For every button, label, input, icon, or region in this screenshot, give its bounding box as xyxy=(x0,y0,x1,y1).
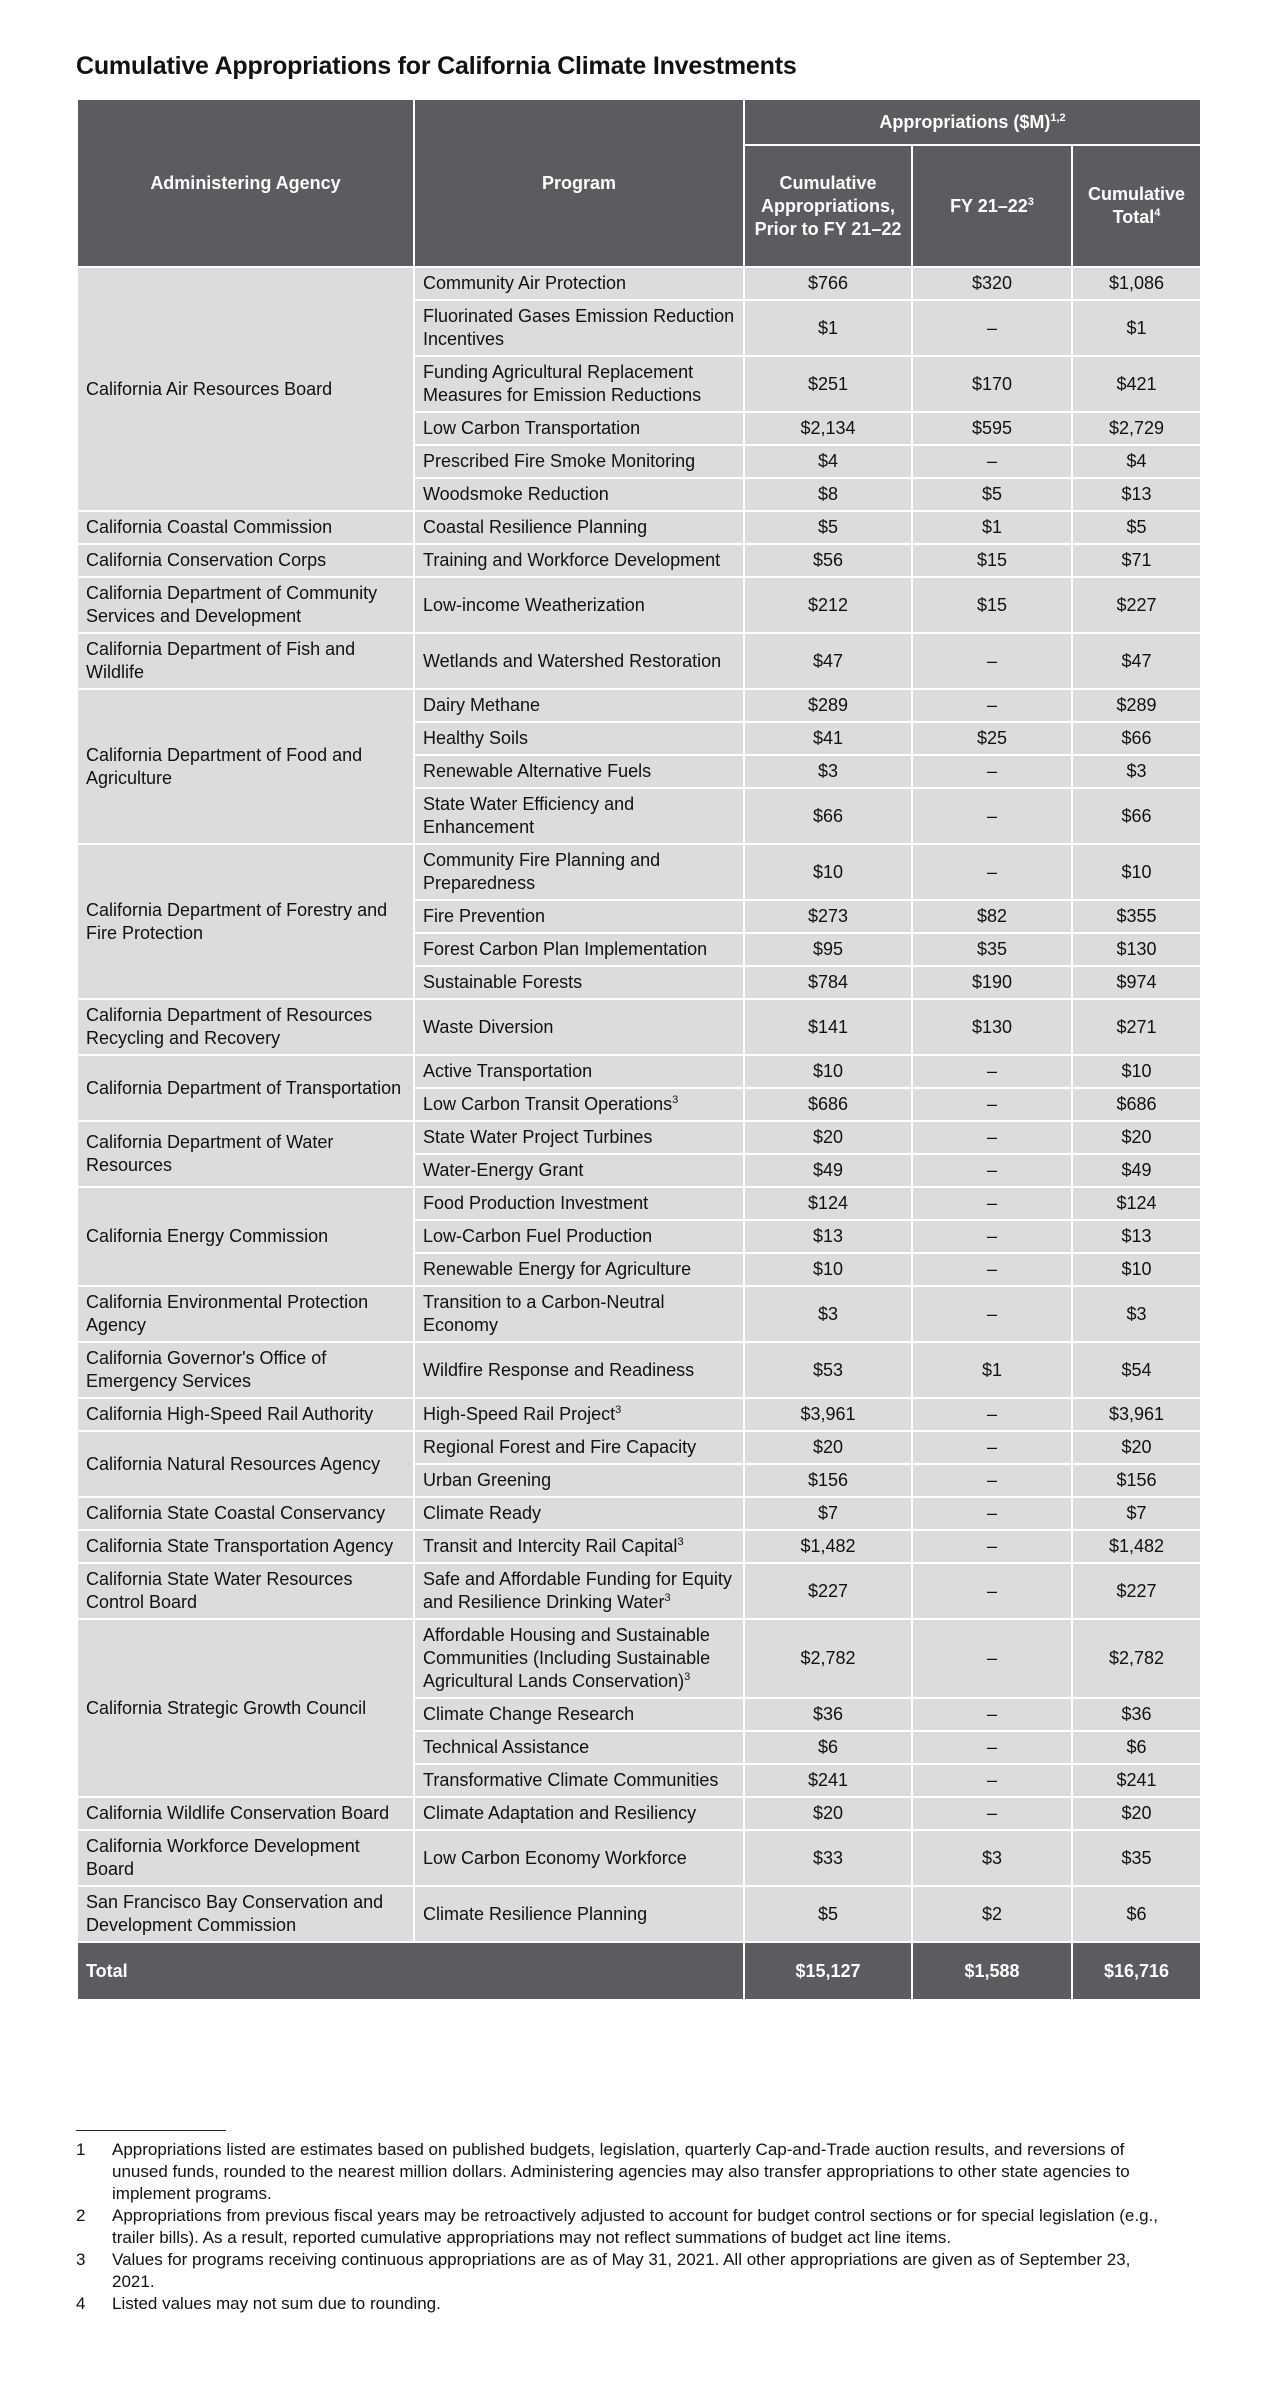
program-cell xyxy=(414,933,744,966)
fy-cell: – xyxy=(912,1698,1072,1731)
program-cell xyxy=(414,999,744,1055)
program-cell xyxy=(414,1154,744,1187)
cumulative-total-cell: $13 xyxy=(1072,478,1201,511)
prior-cell: $36 xyxy=(744,1698,912,1731)
program-name: Coastal Resilience Planning xyxy=(423,517,648,537)
fy-cell: $170 xyxy=(912,356,1072,412)
program-footnote-ref: 3 xyxy=(684,1671,691,1683)
agency-cell: California State Transportation Agency xyxy=(77,1530,414,1563)
cumulative-total-cell: $6 xyxy=(1072,1886,1201,1942)
program-cell xyxy=(414,577,744,633)
fy-cell: – xyxy=(912,1731,1072,1764)
program-cell xyxy=(414,1497,744,1530)
agency-cell: California Department of Transportation xyxy=(77,1055,414,1121)
header-group-label: Appropriations ($M) xyxy=(879,111,1051,132)
prior-cell: $289 xyxy=(744,689,912,722)
program-name: Climate Change Research xyxy=(423,1704,635,1724)
agency-cell: California State Water Resources Control Board xyxy=(77,1563,414,1619)
prior-cell: $66 xyxy=(744,788,912,844)
cumulative-total-cell: $3,961 xyxy=(1072,1398,1201,1431)
prior-cell: $251 xyxy=(744,356,912,412)
fy-cell: $15 xyxy=(912,544,1072,577)
cumulative-total-cell: $71 xyxy=(1072,544,1201,577)
program-cell xyxy=(414,1220,744,1253)
program-cell xyxy=(414,1731,744,1764)
header-cumulative-prior-line3: Prior to FY 21–22 xyxy=(754,218,902,239)
fy-cell: $82 xyxy=(912,900,1072,933)
cumulative-total-cell: $13 xyxy=(1072,1220,1201,1253)
program-cell xyxy=(414,1253,744,1286)
agency-cell: California Conservation Corps xyxy=(77,544,414,577)
program-name: Urban Greening xyxy=(423,1470,552,1490)
prior-cell: $6 xyxy=(744,1731,912,1764)
program-cell xyxy=(414,412,744,445)
program-name: Fire Prevention xyxy=(423,906,546,926)
program-cell xyxy=(414,1342,744,1398)
program-cell xyxy=(414,1619,744,1698)
program-cell xyxy=(414,356,744,412)
program-name: Renewable Alternative Fuels xyxy=(423,761,652,781)
cumulative-total-cell: $47 xyxy=(1072,633,1201,689)
program-cell xyxy=(414,1698,744,1731)
table-row xyxy=(77,1187,1201,1220)
cumulative-total-cell: $974 xyxy=(1072,966,1201,999)
cumulative-total-cell: $3 xyxy=(1072,755,1201,788)
table-row xyxy=(77,511,1201,544)
program-name: Affordable Housing and Sustainable Communities (Including Sustainable Agricultural Lands Conservation) xyxy=(423,1625,711,1691)
program-name: Fluorinated Gases Emission Reduction Incentives xyxy=(423,306,735,349)
cumulative-total-cell: $4 xyxy=(1072,445,1201,478)
cumulative-total-cell: $36 xyxy=(1072,1698,1201,1731)
header-cumulative-total xyxy=(1072,145,1201,267)
program-cell xyxy=(414,1088,744,1121)
agency-cell: San Francisco Bay Conservation and Development Commission xyxy=(77,1886,414,1942)
footnote xyxy=(76,2205,1200,2249)
program-name: Low Carbon Transportation xyxy=(423,418,641,438)
cumulative-total-cell: $20 xyxy=(1072,1797,1201,1830)
header-agency: Administering Agency xyxy=(77,99,414,267)
header-cumulative-total-line1: Cumulative xyxy=(1087,184,1186,204)
prior-cell: $53 xyxy=(744,1342,912,1398)
cumulative-total-cell: $1,086 xyxy=(1072,267,1201,300)
cumulative-total-cell: $289 xyxy=(1072,689,1201,722)
program-name: Wildfire Response and Readiness xyxy=(423,1359,695,1380)
program-cell xyxy=(414,478,744,511)
program-name: Climate Adaptation and Resiliency xyxy=(423,1803,697,1823)
fy-cell: $35 xyxy=(912,933,1072,966)
fy-cell: $5 xyxy=(912,478,1072,511)
fy-cell: $595 xyxy=(912,412,1072,445)
cumulative-total-cell: $66 xyxy=(1072,788,1201,844)
cumulative-total-cell: $421 xyxy=(1072,356,1201,412)
program-name: Water-Energy Grant xyxy=(423,1160,584,1180)
footnote xyxy=(76,2139,1200,2205)
footnote-text: Values for programs receiving continuous appropriations are as of May 31, 2021. All other appropriations are given as of September 23, 2021. xyxy=(112,2250,1131,2291)
agency-cell: California Governor's Office of Emergency Services xyxy=(77,1342,414,1398)
program-footnote-ref: 3 xyxy=(664,1592,671,1604)
footnote xyxy=(76,2249,1200,2293)
fy-cell: – xyxy=(912,1088,1072,1121)
cumulative-total-cell: $2,782 xyxy=(1072,1619,1201,1698)
prior-cell: $156 xyxy=(744,1464,912,1497)
agency-cell: California Air Resources Board xyxy=(77,267,414,511)
prior-cell: $5 xyxy=(744,511,912,544)
prior-cell: $33 xyxy=(744,1830,912,1886)
program-cell xyxy=(414,788,744,844)
agency-cell: California Department of Water Resources xyxy=(77,1121,414,1187)
header-fy xyxy=(912,145,1072,267)
prior-cell: $20 xyxy=(744,1121,912,1154)
program-name: Climate Ready xyxy=(423,1503,542,1523)
prior-cell: $41 xyxy=(744,722,912,755)
program-cell xyxy=(414,1563,744,1619)
program-name: Training and Workforce Development xyxy=(423,550,721,570)
prior-cell: $227 xyxy=(744,1563,912,1619)
cumulative-total-cell: $130 xyxy=(1072,933,1201,966)
cumulative-total-cell: $156 xyxy=(1072,1464,1201,1497)
agency-cell: California Natural Resources Agency xyxy=(77,1431,414,1497)
agency-cell: California Department of Forestry and Fire Protection xyxy=(77,844,414,999)
cumulative-total-cell: $1 xyxy=(1072,300,1201,356)
cumulative-total-cell: $2,729 xyxy=(1072,412,1201,445)
prior-cell: $8 xyxy=(744,478,912,511)
header-appropriations-group xyxy=(744,99,1201,145)
footnote-divider xyxy=(76,2130,226,2131)
agency-cell: California Strategic Growth Council xyxy=(77,1619,414,1797)
program-cell xyxy=(414,722,744,755)
fy-cell: $3 xyxy=(912,1830,1072,1886)
prior-cell: $1,482 xyxy=(744,1530,912,1563)
program-cell xyxy=(414,544,744,577)
footnote-number: 2 xyxy=(76,2206,86,2225)
program-cell xyxy=(414,1286,744,1342)
agency-cell: California Energy Commission xyxy=(77,1187,414,1286)
prior-cell: $3,961 xyxy=(744,1398,912,1431)
footnote-number: 3 xyxy=(76,2250,86,2269)
header-cumulative-prior-line2: Appropriations, xyxy=(761,195,895,216)
fy-cell: $2 xyxy=(912,1886,1072,1942)
program-footnote-ref: 3 xyxy=(677,1536,684,1548)
program-cell xyxy=(414,511,744,544)
program-cell xyxy=(414,1398,744,1431)
fy-cell: – xyxy=(912,300,1072,356)
fy-cell: – xyxy=(912,1055,1072,1088)
program-cell xyxy=(414,633,744,689)
prior-cell: $47 xyxy=(744,633,912,689)
program-name: Renewable Energy for Agriculture xyxy=(423,1259,692,1279)
prior-cell: $10 xyxy=(744,1055,912,1088)
agency-cell: California Environmental Protection Agency xyxy=(77,1286,414,1342)
cumulative-total-cell: $227 xyxy=(1072,1563,1201,1619)
fy-cell: $1 xyxy=(912,511,1072,544)
prior-cell: $1 xyxy=(744,300,912,356)
prior-cell: $20 xyxy=(744,1431,912,1464)
prior-cell: $241 xyxy=(744,1764,912,1797)
prior-cell: $2,134 xyxy=(744,412,912,445)
cumulative-total-cell: $49 xyxy=(1072,1154,1201,1187)
header-cumulative-prior xyxy=(744,145,912,267)
footnotes xyxy=(76,2130,1200,2315)
program-name: Transit and Intercity Rail Capital xyxy=(423,1536,678,1556)
program-name: Woodsmoke Reduction xyxy=(423,484,609,504)
program-name: Regional Forest and Fire Capacity xyxy=(423,1437,697,1457)
prior-cell: $2,782 xyxy=(744,1619,912,1698)
header-cumulative-total-line2: Total xyxy=(1112,207,1155,227)
agency-cell: California State Coastal Conservancy xyxy=(77,1497,414,1530)
prior-cell: $10 xyxy=(744,1253,912,1286)
program-cell xyxy=(414,966,744,999)
header-fy-sup: 3 xyxy=(1027,195,1034,208)
cumulative-total-cell: $3 xyxy=(1072,1286,1201,1342)
prior-cell: $5 xyxy=(744,1886,912,1942)
footnote-text: Listed values may not sum due to rounding. xyxy=(112,2294,441,2313)
program-name: Climate Resilience Planning xyxy=(423,1903,648,1924)
footnote-list xyxy=(76,2139,1200,2315)
fy-cell: – xyxy=(912,1530,1072,1563)
prior-cell: $784 xyxy=(744,966,912,999)
fy-cell: – xyxy=(912,1398,1072,1431)
program-name: State Water Efficiency and Enhancement xyxy=(423,794,635,837)
fy-cell: – xyxy=(912,1121,1072,1154)
cumulative-total-cell: $1,482 xyxy=(1072,1530,1201,1563)
program-cell xyxy=(414,300,744,356)
cumulative-total-cell: $10 xyxy=(1072,1253,1201,1286)
prior-cell: $10 xyxy=(744,844,912,900)
fy-cell: – xyxy=(912,1220,1072,1253)
program-cell xyxy=(414,267,744,300)
program-cell xyxy=(414,1187,744,1220)
table-row xyxy=(77,1055,1201,1088)
cumulative-total-cell: $241 xyxy=(1072,1764,1201,1797)
agency-cell: California Department of Food and Agriculture xyxy=(77,689,414,844)
footnote-number: 1 xyxy=(76,2140,86,2159)
header-program: Program xyxy=(414,99,744,267)
table-row xyxy=(77,1286,1201,1342)
program-name: High-Speed Rail Project xyxy=(423,1404,616,1424)
program-name: Community Fire Planning and Preparedness xyxy=(423,850,661,893)
program-name: Safe and Affordable Funding for Equity and Resilience Drinking Water xyxy=(423,1569,732,1612)
cumulative-total-cell: $227 xyxy=(1072,577,1201,633)
program-name: Low Carbon Economy Workforce xyxy=(423,1847,687,1868)
program-cell xyxy=(414,1797,744,1830)
table-row xyxy=(77,1886,1201,1942)
program-footnote-ref: 3 xyxy=(615,1404,622,1416)
fy-cell: $25 xyxy=(912,722,1072,755)
program-cell xyxy=(414,1886,744,1942)
table-row xyxy=(77,1530,1201,1563)
agency-cell: California Workforce Development Board xyxy=(77,1830,414,1886)
fy-cell: – xyxy=(912,1497,1072,1530)
cumulative-total-cell: $35 xyxy=(1072,1830,1201,1886)
footnote-text: Appropriations listed are estimates based on published budgets, legislation, quarterly Cap-and-Trade auction results, and reversions of unused funds, rounded to the nearest million dollars. Administering agencies may also transfer appropriations to other state agencies to implement programs. xyxy=(112,2140,1130,2203)
program-cell xyxy=(414,844,744,900)
fy-cell: – xyxy=(912,1253,1072,1286)
total-fy: $1,588 xyxy=(912,1942,1072,2000)
prior-cell: $56 xyxy=(744,544,912,577)
fy-cell: – xyxy=(912,1619,1072,1698)
program-footnote-ref: 3 xyxy=(672,1094,679,1106)
fy-cell: $190 xyxy=(912,966,1072,999)
fy-cell: – xyxy=(912,1464,1072,1497)
prior-cell: $49 xyxy=(744,1154,912,1187)
prior-cell: $273 xyxy=(744,900,912,933)
footnote-text: Appropriations from previous fiscal years may be retroactively adjusted to account for budget control sections or for special legislation (e.g., trailer bills). As a result, reported cumulative appropriations may not reflect summations of budget act line items. xyxy=(112,2206,1159,2247)
prior-cell: $124 xyxy=(744,1187,912,1220)
total-cumulative: $16,716 xyxy=(1072,1942,1201,2000)
table-row xyxy=(77,1497,1201,1530)
prior-cell: $766 xyxy=(744,267,912,300)
cumulative-total-cell: $7 xyxy=(1072,1497,1201,1530)
fy-cell: – xyxy=(912,788,1072,844)
program-cell xyxy=(414,900,744,933)
cumulative-total-cell: $20 xyxy=(1072,1121,1201,1154)
prior-cell: $212 xyxy=(744,577,912,633)
program-name: Dairy Methane xyxy=(423,695,541,715)
fy-cell: – xyxy=(912,1797,1072,1830)
table-row xyxy=(77,1797,1201,1830)
program-name: Technical Assistance xyxy=(423,1737,590,1757)
cumulative-total-cell: $10 xyxy=(1072,844,1201,900)
agency-cell: California High-Speed Rail Authority xyxy=(77,1398,414,1431)
table-row xyxy=(77,999,1201,1055)
program-cell xyxy=(414,755,744,788)
prior-cell: $3 xyxy=(744,1286,912,1342)
cumulative-total-cell: $271 xyxy=(1072,999,1201,1055)
program-name: Healthy Soils xyxy=(423,728,529,748)
table-row xyxy=(77,544,1201,577)
program-name: Waste Diversion xyxy=(423,1016,554,1037)
header-group-sup: 1,2 xyxy=(1050,111,1066,124)
header-fy-label: FY 21–22 xyxy=(950,195,1028,216)
fy-cell: – xyxy=(912,755,1072,788)
fy-cell: – xyxy=(912,1431,1072,1464)
fy-cell: – xyxy=(912,445,1072,478)
fy-cell: $15 xyxy=(912,577,1072,633)
program-cell xyxy=(414,1764,744,1797)
footnote-number: 4 xyxy=(76,2294,86,2313)
prior-cell: $3 xyxy=(744,755,912,788)
program-name: Sustainable Forests xyxy=(423,972,583,992)
program-name: Forest Carbon Plan Implementation xyxy=(423,939,708,959)
prior-cell: $95 xyxy=(744,933,912,966)
table-row xyxy=(77,633,1201,689)
prior-cell: $13 xyxy=(744,1220,912,1253)
table-row xyxy=(77,1619,1201,1698)
table-body xyxy=(77,267,1201,1942)
fy-cell: – xyxy=(912,689,1072,722)
fy-cell: – xyxy=(912,844,1072,900)
program-cell xyxy=(414,1055,744,1088)
agency-cell: California Department of Resources Recycling and Recovery xyxy=(77,999,414,1055)
program-name: Prescribed Fire Smoke Monitoring xyxy=(423,451,696,471)
page-title: Cumulative Appropriations for California Climate Investments xyxy=(76,52,797,80)
agency-cell: California Department of Community Services and Development xyxy=(77,577,414,633)
program-name: Transition to a Carbon-Neutral Economy xyxy=(423,1292,665,1335)
program-cell xyxy=(414,1464,744,1497)
table-row xyxy=(77,1121,1201,1154)
fy-cell: $320 xyxy=(912,267,1072,300)
cumulative-total-cell: $20 xyxy=(1072,1431,1201,1464)
fy-cell: – xyxy=(912,1563,1072,1619)
fy-cell: – xyxy=(912,633,1072,689)
table-row xyxy=(77,844,1201,900)
cumulative-total-cell: $66 xyxy=(1072,722,1201,755)
program-cell xyxy=(414,1121,744,1154)
cumulative-total-cell: $6 xyxy=(1072,1731,1201,1764)
footnote xyxy=(76,2293,1200,2315)
program-name: Community Air Protection xyxy=(423,273,627,293)
cumulative-total-cell: $124 xyxy=(1072,1187,1201,1220)
table-row xyxy=(77,1342,1201,1398)
table-row xyxy=(77,1563,1201,1619)
program-cell xyxy=(414,1530,744,1563)
program-name: Low-Carbon Fuel Production xyxy=(423,1226,653,1246)
program-cell xyxy=(414,1431,744,1464)
program-name: Active Transportation xyxy=(423,1061,593,1081)
fy-cell: – xyxy=(912,1286,1072,1342)
total-label: Total xyxy=(77,1942,744,2000)
header-cumulative-total-sup: 4 xyxy=(1154,207,1161,219)
table-row xyxy=(77,689,1201,722)
program-cell xyxy=(414,445,744,478)
prior-cell: $686 xyxy=(744,1088,912,1121)
fy-cell: $130 xyxy=(912,999,1072,1055)
total-prior: $15,127 xyxy=(744,1942,912,2000)
program-cell xyxy=(414,689,744,722)
program-name: Funding Agricultural Replacement Measures for Emission Reductions xyxy=(423,362,702,405)
program-name: Transformative Climate Communities xyxy=(423,1770,719,1790)
agency-cell: California Wildlife Conservation Board xyxy=(77,1797,414,1830)
cumulative-total-cell: $5 xyxy=(1072,511,1201,544)
program-name: State Water Project Turbines xyxy=(423,1127,653,1147)
header-cumulative-prior-line1: Cumulative xyxy=(779,172,877,193)
appropriations-table xyxy=(76,98,1202,2001)
agency-cell: California Coastal Commission xyxy=(77,511,414,544)
prior-cell: $7 xyxy=(744,1497,912,1530)
program-cell xyxy=(414,1830,744,1886)
fy-cell: – xyxy=(912,1154,1072,1187)
agency-cell: California Department of Fish and Wildlife xyxy=(77,633,414,689)
cumulative-total-cell: $355 xyxy=(1072,900,1201,933)
cumulative-total-cell: $10 xyxy=(1072,1055,1201,1088)
fy-cell: – xyxy=(912,1187,1072,1220)
prior-cell: $20 xyxy=(744,1797,912,1830)
program-name: Food Production Investment xyxy=(423,1193,649,1213)
prior-cell: $141 xyxy=(744,999,912,1055)
fy-cell: $1 xyxy=(912,1342,1072,1398)
program-name: Low Carbon Transit Operations xyxy=(423,1094,673,1114)
cumulative-total-cell: $686 xyxy=(1072,1088,1201,1121)
table-row xyxy=(77,1830,1201,1886)
program-name: Low-income Weatherization xyxy=(423,594,645,615)
cumulative-total-cell: $54 xyxy=(1072,1342,1201,1398)
table-row xyxy=(77,267,1201,300)
table-header xyxy=(77,99,1201,267)
table-row xyxy=(77,1431,1201,1464)
fy-cell: – xyxy=(912,1764,1072,1797)
program-name: Wetlands and Watershed Restoration xyxy=(423,650,722,671)
total-row xyxy=(77,1942,1201,2000)
table-row xyxy=(77,1398,1201,1431)
table-row xyxy=(77,577,1201,633)
prior-cell: $4 xyxy=(744,445,912,478)
